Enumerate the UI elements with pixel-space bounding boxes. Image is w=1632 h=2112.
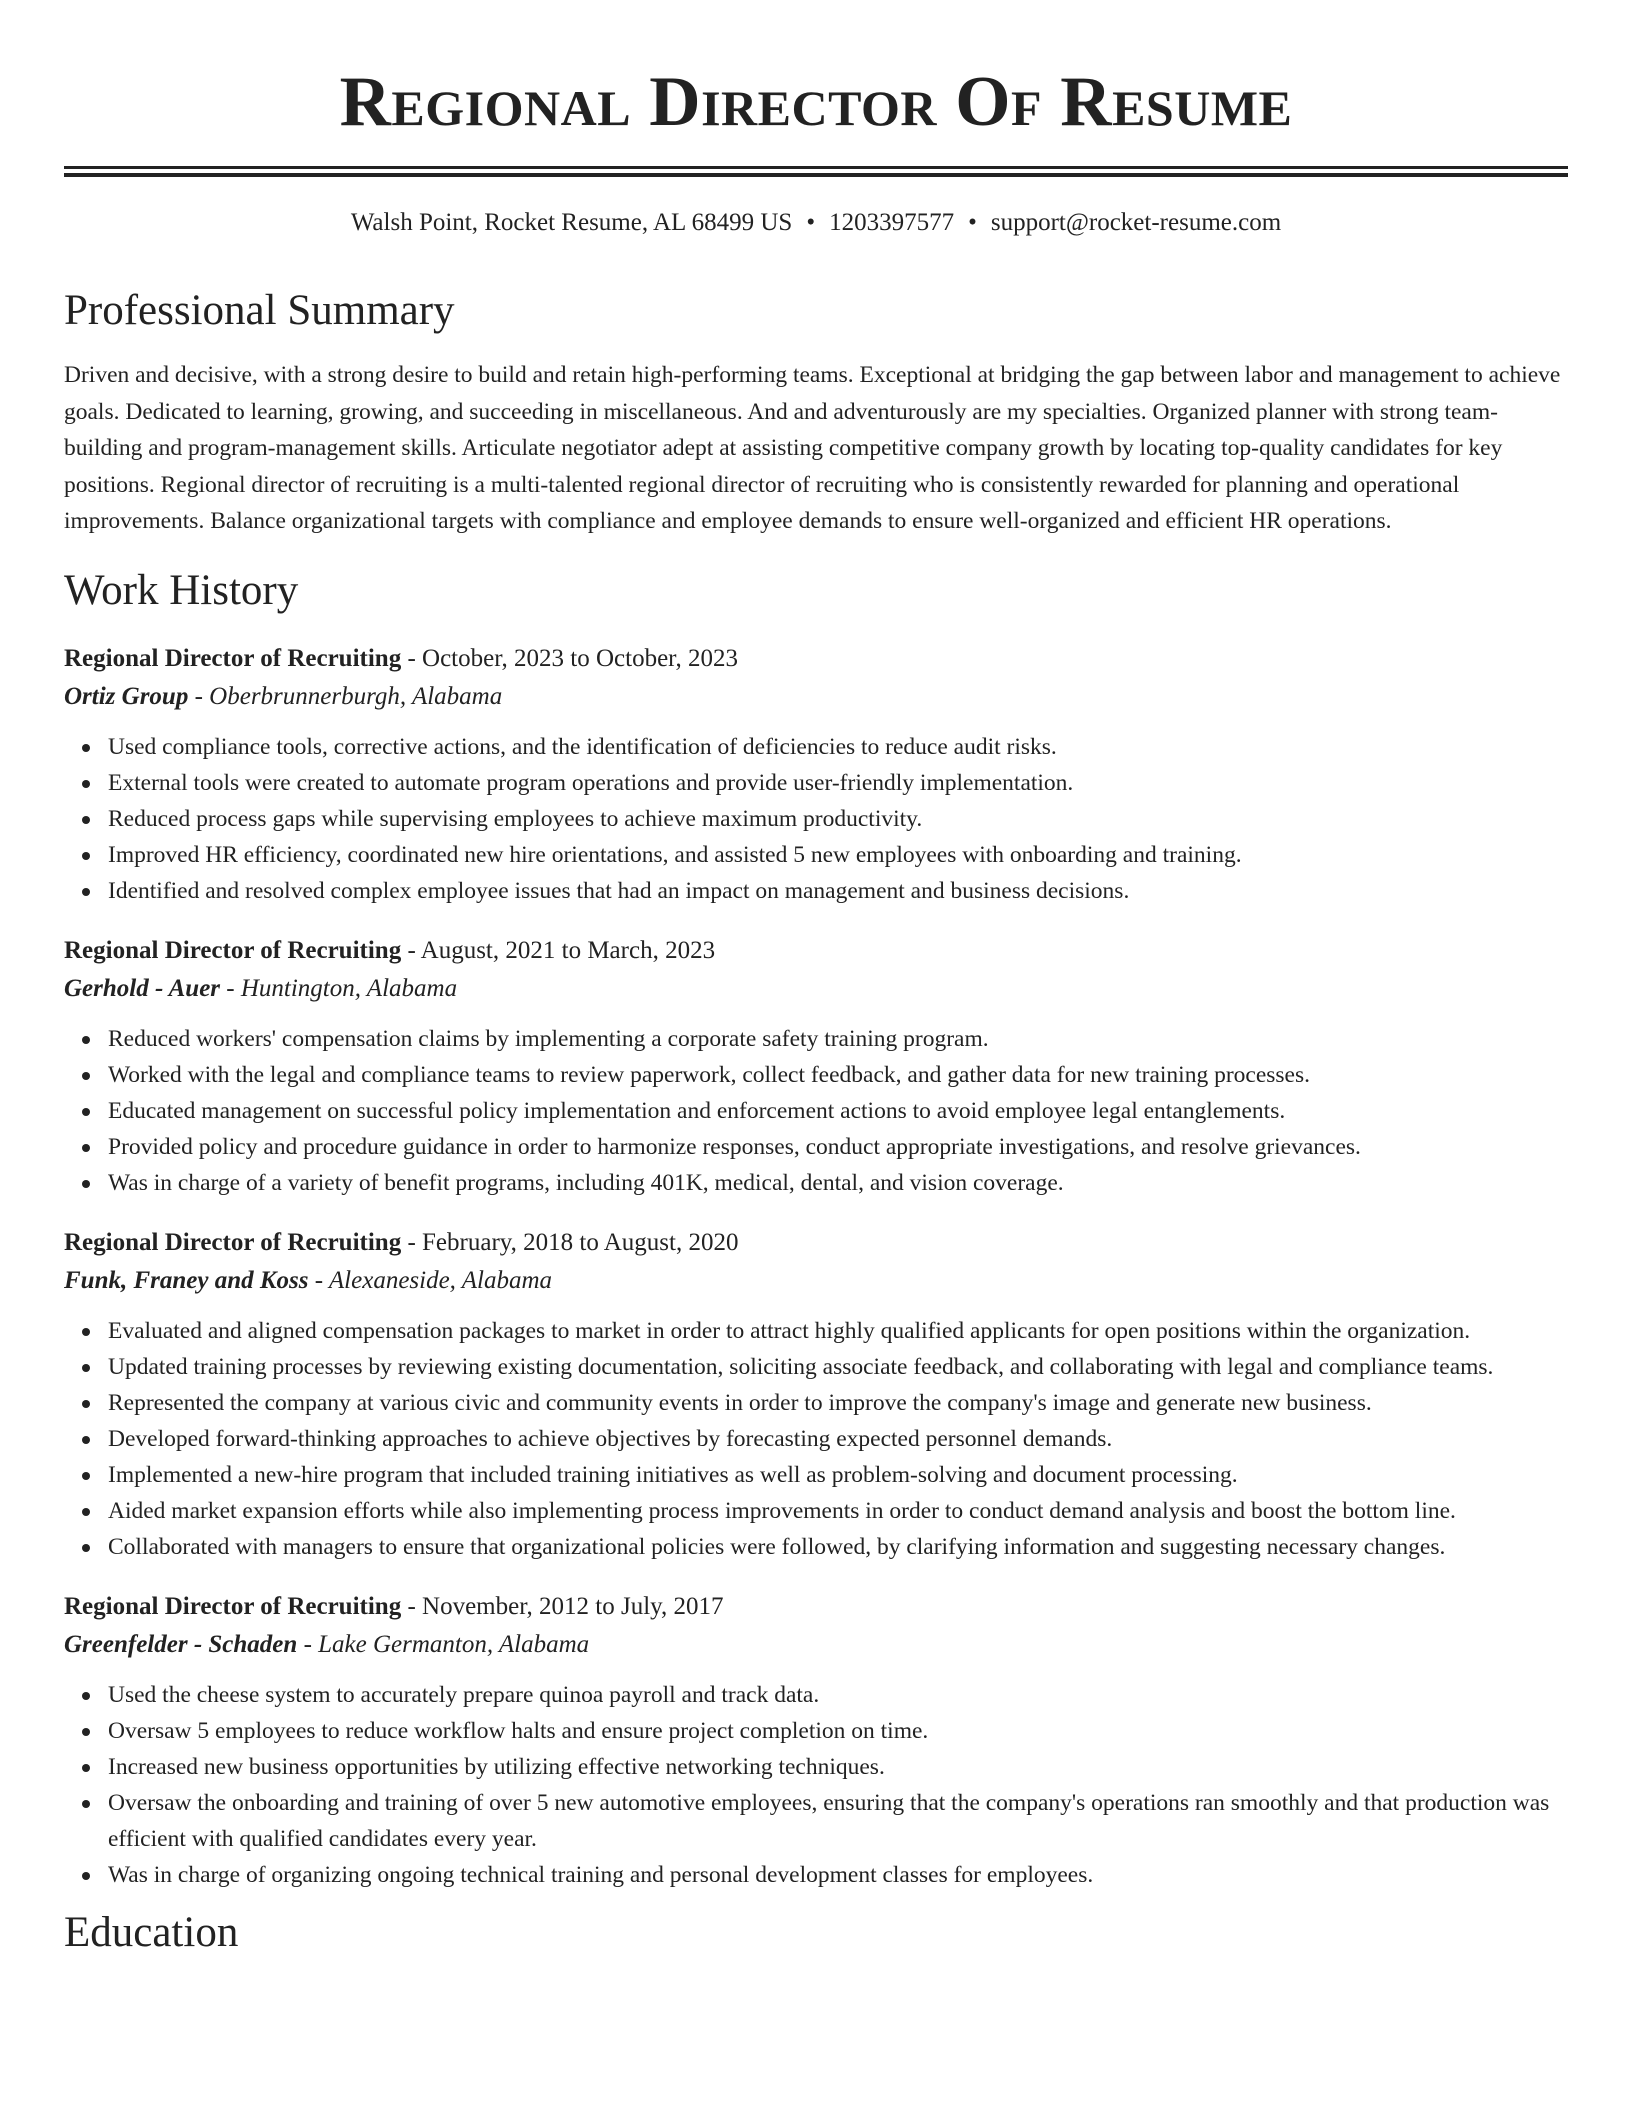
job-bullet [108, 1165, 1568, 1201]
job-title-line [64, 1588, 1568, 1626]
job-bullet [108, 1713, 1568, 1749]
bullet-text: Reduced process gaps while supervising employees to achieve maximum productivity. [108, 805, 923, 832]
job-bullets [64, 1021, 1568, 1201]
job-entry [64, 640, 1568, 909]
bullet-icon [82, 1544, 90, 1552]
job-title: Regional Director of Recruiting [64, 644, 402, 672]
bullet-text: Worked with the legal and compliance teams to review paperwork, collect feedback, and gather data for new training processes. [108, 1061, 1310, 1088]
job-bullet [108, 801, 1568, 837]
job-title: Regional Director of Recruiting [64, 936, 402, 964]
summary-heading: Professional Summary [64, 287, 455, 334]
bullet-icon [82, 744, 90, 752]
bullet-text: Collaborated with managers to ensure that organizational policies were followed, by clarifying information and suggesting necessary changes. [108, 1533, 1446, 1560]
bullet-text: Reduced workers' compensation claims by implementing a corporate safety training program. [108, 1025, 989, 1052]
job-dates: - February, 2018 to August, 2020 [401, 1228, 739, 1256]
job-bullet [108, 1421, 1568, 1457]
job-bullet [108, 1057, 1568, 1093]
bullet-icon [82, 1800, 90, 1808]
bullet-icon [82, 816, 90, 824]
bullet-text: Used the cheese system to accurately prepare quinoa payroll and track data. [108, 1681, 820, 1708]
job-bullets [64, 1677, 1568, 1893]
company-location: - Alexaneside, Alabama [308, 1266, 553, 1294]
resume-title: Regional Director Of Resume [339, 63, 1293, 141]
job-bullet [108, 837, 1568, 873]
bullet-text: Used compliance tools, corrective actions, and the identification of deficiencies to reduce audit risks. [108, 733, 1057, 760]
job-bullet [108, 1021, 1568, 1057]
bullet-icon [82, 780, 90, 788]
bullet-text: Aided market expansion efforts while also implementing process improvements in order to conduct demand analysis and boost the bottom line. [108, 1497, 1456, 1524]
job-bullet [108, 1785, 1568, 1857]
bullet-icon [82, 1728, 90, 1736]
bullet-icon [82, 1180, 90, 1188]
bullet-icon [82, 888, 90, 896]
title-divider [64, 166, 1568, 177]
job-bullets [64, 1313, 1568, 1565]
job-bullet [108, 765, 1568, 801]
job-bullet [108, 1749, 1568, 1785]
job-title-line [64, 640, 1568, 678]
job-bullet [108, 873, 1568, 909]
company-name: Gerhold - Auer [64, 974, 221, 1002]
job-dates: - November, 2012 to July, 2017 [401, 1592, 724, 1620]
bullet-icon [82, 1108, 90, 1116]
job-title: Regional Director of Recruiting [64, 1592, 402, 1620]
work-history-heading: Work History [64, 566, 299, 614]
bullet-icon [82, 1872, 90, 1880]
company-location: - Oberbrunnerburgh, Alabama [188, 682, 503, 710]
bullet-text: Was in charge of a variety of benefit programs, including 401K, medical, dental, and vision coverage. [108, 1169, 1064, 1196]
job-bullet [108, 1093, 1568, 1129]
company-line [64, 678, 1568, 716]
bullet-text: Identified and resolved complex employee issues that had an impact on management and business decisions. [108, 877, 1130, 904]
job-bullet [108, 1493, 1568, 1529]
job-bullet [108, 1677, 1568, 1713]
bullet-icon [82, 1400, 90, 1408]
bullet-text: Provided policy and procedure guidance in order to harmonize responses, conduct appropriate investigations, and resolve grievances. [108, 1133, 1361, 1160]
bullet-text: Oversaw the onboarding and training of over 5 new automotive employees, ensuring that the company's operations ran smoothly and that production was efficient with qualified candidates every year. [108, 1789, 1550, 1852]
bullet-text: Oversaw 5 employees to reduce workflow halts and ensure project completion on time. [108, 1717, 929, 1744]
summary-text: Driven and decisive, with a strong desire to build and retain high-performing teams. Exceptional at bridging the gap between labor and management to achieve goals. Dedicated to learning, growing, and succeeding in miscellaneous. And and adventurously are my specialties. Organized planner with strong team-building and program-management skills. Articulate negotiator adept at assisting competitive company growth by locating top-quality candidates for key positions. Regional director of recruiting is a multi-talented regional director of recruiting who is consistently rewarded for planning and operational improvements. Balance organizational targets with compliance and employee demands to ensure well-organized and efficient HR operations. [64, 362, 1561, 534]
bullet-text: External tools were created to automate program operations and provide user-friendly implementation. [108, 769, 1074, 796]
job-bullet [108, 1529, 1568, 1565]
job-bullets [64, 729, 1568, 909]
bullet-icon [82, 1436, 90, 1444]
bullet-icon [82, 1508, 90, 1516]
bullet-icon [82, 1144, 90, 1152]
job-title-line [64, 1224, 1568, 1262]
bullet-icon [82, 1472, 90, 1480]
job-entry [64, 932, 1568, 1201]
bullet-icon [82, 1764, 90, 1772]
bullet-icon [82, 1364, 90, 1372]
job-dates: - August, 2021 to March, 2023 [401, 936, 716, 964]
job-dates: - October, 2023 to October, 2023 [401, 644, 739, 672]
bullet-text: Improved HR efficiency, coordinated new hire orientations, and assisted 5 new employees with onboarding and training. [108, 841, 1242, 868]
company-line [64, 970, 1568, 1008]
job-entry [64, 1588, 1568, 1893]
job-bullet [108, 1349, 1568, 1385]
bullet-icon [82, 1692, 90, 1700]
job-bullet [108, 1385, 1568, 1421]
job-title-line [64, 932, 1568, 970]
bullet-text: Evaluated and aligned compensation packages to market in order to attract highly qualified applicants for open positions within the organization. [108, 1317, 1471, 1344]
bullet-icon [82, 1036, 90, 1044]
contact-separator: • [806, 209, 816, 236]
company-line [64, 1626, 1568, 1664]
company-name: Ortiz Group [64, 682, 189, 710]
job-bullet [108, 1313, 1568, 1349]
bullet-icon [82, 1328, 90, 1336]
bullet-text: Developed forward-thinking approaches to achieve objectives by forecasting expected personnel demands. [108, 1425, 1113, 1452]
bullet-text: Increased new business opportunities by utilizing effective networking techniques. [108, 1753, 885, 1780]
job-entry [64, 1224, 1568, 1565]
job-bullet [108, 729, 1568, 765]
company-line [64, 1262, 1568, 1300]
bullet-text: Represented the company at various civic and community events in order to improve the company's image and generate new business. [108, 1389, 1372, 1416]
job-bullet [108, 1457, 1568, 1493]
job-title: Regional Director of Recruiting [64, 1228, 402, 1256]
job-bullet [108, 1129, 1568, 1165]
job-bullet [108, 1857, 1568, 1893]
contact-separator: • [968, 209, 977, 236]
company-location: - Lake Germanton, Alabama [297, 1630, 590, 1658]
contact-line [64, 207, 1568, 239]
bullet-text: Implemented a new-hire program that included training initiatives as well as problem-solving and document processing. [108, 1461, 1238, 1488]
company-name: Greenfelder - Schaden [64, 1630, 298, 1658]
bullet-text: Updated training processes by reviewing existing documentation, soliciting associate feedback, and collaborating with legal and compliance teams. [108, 1353, 1494, 1380]
bullet-icon [82, 852, 90, 860]
contact-email: support@rocket-resume.com [990, 209, 1282, 236]
company-name: Funk, Franey and Koss [64, 1266, 309, 1294]
contact-phone: 1203397577 [829, 209, 955, 236]
contact-address: Walsh Point, Rocket Resume, AL 68499 US [350, 209, 793, 236]
bullet-text: Educated management on successful policy implementation and enforcement actions to avoid employee legal entanglements. [108, 1097, 1286, 1124]
company-location: - Huntington, Alabama [220, 974, 458, 1002]
bullet-text: Was in charge of organizing ongoing technical training and personal development classes for employees. [108, 1861, 1094, 1888]
education-heading: Education [64, 1908, 239, 1956]
bullet-icon [82, 1072, 90, 1080]
